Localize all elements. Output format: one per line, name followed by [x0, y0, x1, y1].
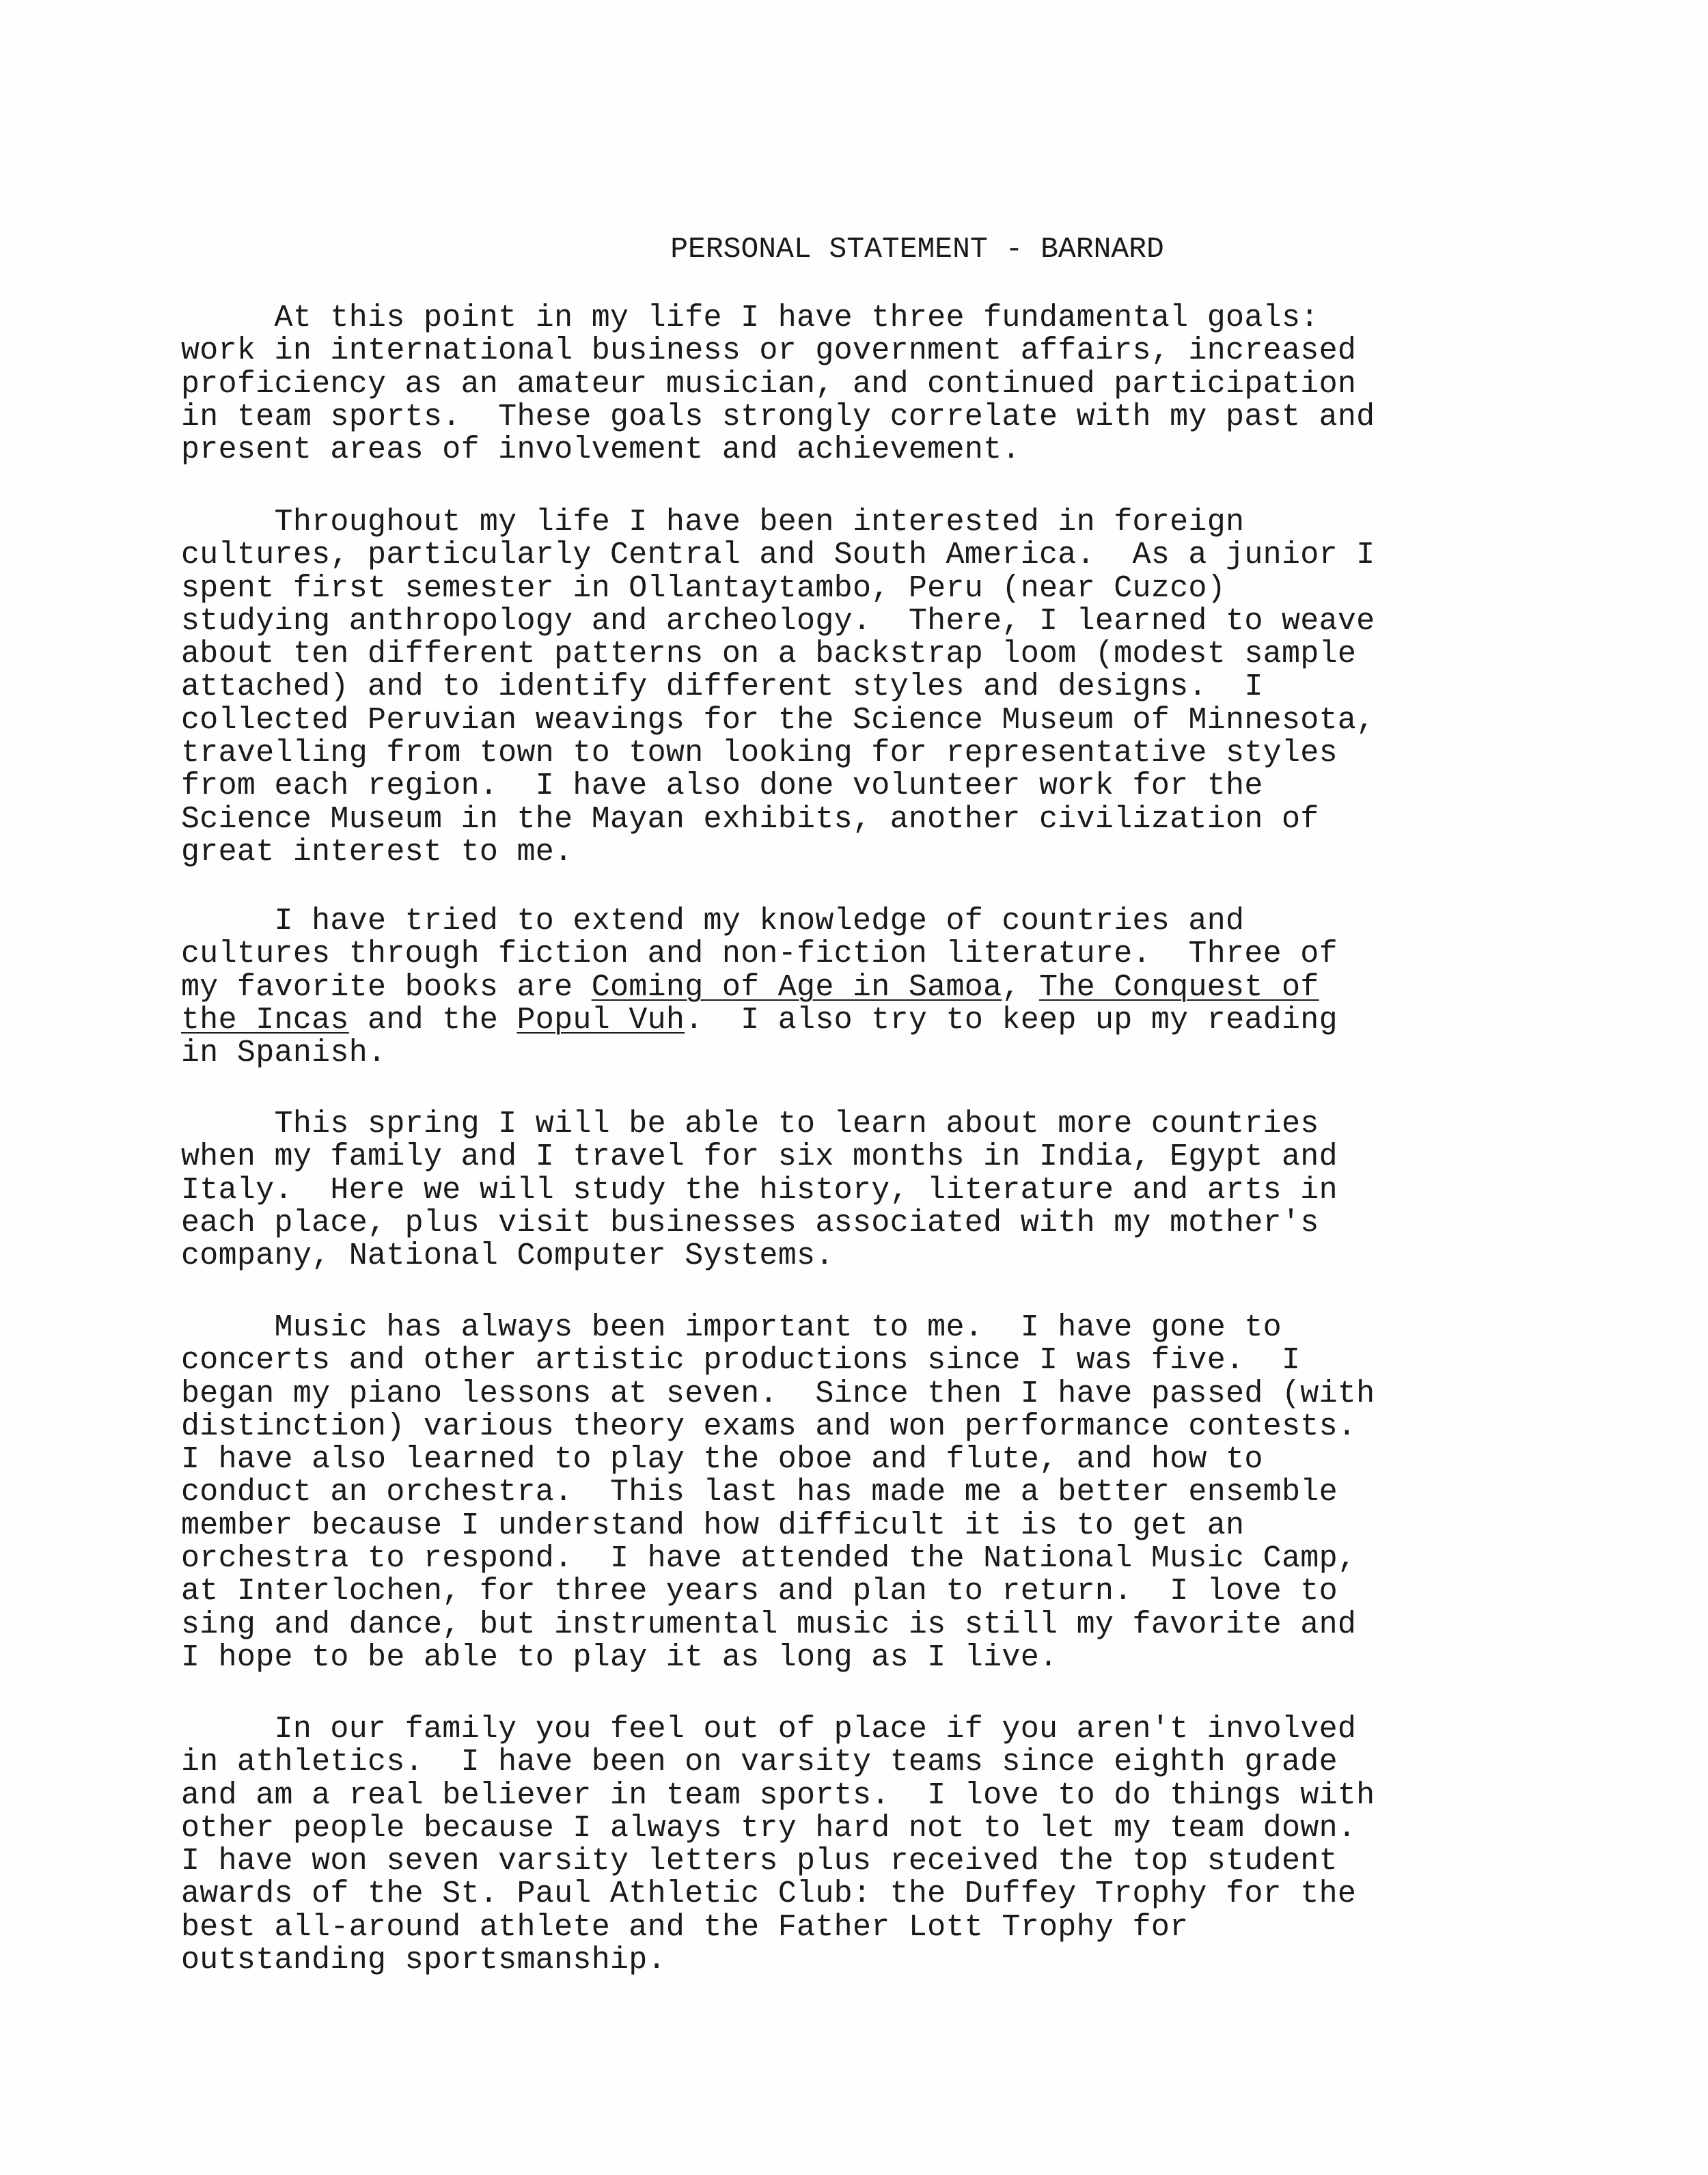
- text-line: I hope to be able to play it as long as I live.: [181, 1639, 1058, 1675]
- text-line: and am a real believer in team sports. I love to do things with: [181, 1777, 1375, 1813]
- text-line: At this point in my life I have three fundamental goals:: [181, 301, 1319, 335]
- text-line: This spring I will be able to learn about more countries: [181, 1107, 1319, 1141]
- text-line: in team sports. These goals strongly correlate with my past and: [181, 399, 1375, 434]
- paragraph-music: [181, 1312, 1684, 1674]
- text-line: when my family and I travel for six months in India, Egypt and: [181, 1139, 1338, 1175]
- book-title-popul-vuh: Popul Vuh: [516, 1002, 685, 1038]
- text-line: company, National Computer Systems.: [181, 1238, 834, 1274]
- text-line: sing and dance, but instrumental music is still my favorite and: [181, 1607, 1357, 1642]
- text-line: other people because I always try hard not to let my team down.: [181, 1810, 1357, 1846]
- document-title: PERSONAL STATEMENT - BARNARD: [670, 232, 1164, 266]
- text-line: I have tried to extend my knowledge of countries and: [181, 904, 1245, 939]
- text-line: cultures through fiction and non-fiction literature. Three of: [181, 937, 1338, 972]
- paragraph-goals: [181, 302, 1684, 467]
- book-title-coming-of-age: Coming of Age in Samoa: [591, 969, 1002, 1005]
- text-line: travelling from town to town looking for representative styles: [181, 736, 1338, 771]
- text-line: I have won seven varsity letters plus received the top student: [181, 1844, 1338, 1879]
- paragraph-travel: [181, 1108, 1684, 1273]
- text-line: [181, 971, 1684, 1004]
- text-line: about ten different patterns on a backstrap loom (modest sample: [181, 637, 1357, 672]
- text-segment: ,: [1002, 969, 1040, 1005]
- text-line: awards of the St. Paul Athletic Club: the Duffey Trophy for the: [181, 1876, 1357, 1912]
- text-segment: my favorite books are: [181, 969, 592, 1005]
- paragraph-athletics: [181, 1713, 1684, 1977]
- text-line: from each region. I have also done volunteer work for the: [181, 768, 1263, 804]
- text-line: outstanding sportsmanship.: [181, 1943, 666, 1978]
- text-line: In our family you feel out of place if you aren't involved: [181, 1712, 1357, 1747]
- text-line: [181, 1004, 1684, 1037]
- book-title-conquest-part2: the Incas: [181, 1002, 349, 1038]
- text-segment: . I also try to keep up my reading: [685, 1002, 1338, 1038]
- text-line: Italy. Here we will study the history, literature and arts in: [181, 1172, 1338, 1208]
- text-line: began my piano lessons at seven. Since then I have passed (with: [181, 1376, 1375, 1411]
- text-line: distinction) various theory exams and won performance contests.: [181, 1409, 1357, 1444]
- text-line: best all-around athlete and the Father Lott Trophy for: [181, 1909, 1189, 1945]
- paragraph-literature: [181, 905, 1684, 1070]
- text-line: Music has always been important to me. I have gone to: [181, 1310, 1282, 1345]
- text-line: studying anthropology and archeology. There, I learned to weave: [181, 603, 1375, 639]
- text-line: collected Peruvian weavings for the Science Museum of Minnesota,: [181, 702, 1375, 738]
- text-line: in Spanish.: [181, 1036, 387, 1071]
- text-line: conduct an orchestra. This last has made me a better ensemble: [181, 1475, 1338, 1510]
- text-line: concerts and other artistic productions since I was five. I: [181, 1343, 1301, 1379]
- text-line: attached) and to identify different styles and designs. I: [181, 669, 1263, 705]
- text-line: cultures, particularly Central and South America. As a junior I: [181, 538, 1375, 573]
- text-line: Throughout my life I have been interested in foreign: [181, 505, 1245, 540]
- text-line: orchestra to respond. I have attended the National Music Camp,: [181, 1541, 1357, 1577]
- text-line: great interest to me.: [181, 834, 573, 870]
- text-line: member because I understand how difficult it is to get an: [181, 1508, 1245, 1543]
- text-line: spent first semester in Ollantaytambo, Peru (near Cuzco): [181, 570, 1226, 606]
- book-title-conquest-part1: The Conquest of: [1039, 969, 1319, 1005]
- text-line: at Interlochen, for three years and plan to return. I love to: [181, 1574, 1338, 1609]
- text-line: work in international business or government affairs, increased: [181, 333, 1357, 369]
- text-segment: and the: [348, 1002, 517, 1038]
- text-line: proficiency as an amateur musician, and continued participation: [181, 366, 1357, 402]
- text-line: I have also learned to play the oboe and flute, and how to: [181, 1442, 1263, 1478]
- text-line: each place, plus visit businesses associated with my mother's: [181, 1205, 1319, 1241]
- text-line: in athletics. I have been on varsity teams since eighth grade: [181, 1745, 1338, 1780]
- text-line: Science Museum in the Mayan exhibits, another civilization of: [181, 801, 1319, 837]
- text-line: present areas of involvement and achievement.: [181, 432, 1021, 468]
- paragraph-foreign-cultures: [181, 506, 1684, 869]
